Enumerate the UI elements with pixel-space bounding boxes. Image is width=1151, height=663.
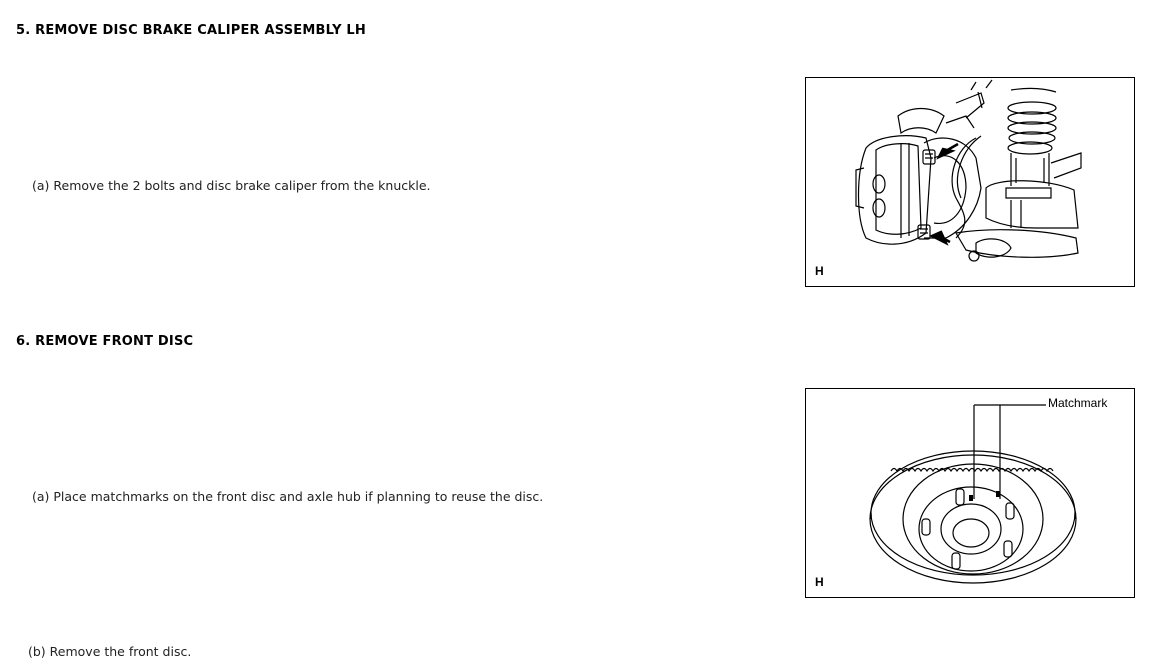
matchmark-hub bbox=[969, 495, 973, 501]
figure-code: H bbox=[815, 575, 824, 589]
caliper-illustration bbox=[805, 77, 1135, 287]
upper-arrow bbox=[939, 144, 958, 157]
section-6-heading: 6. REMOVE FRONT DISC bbox=[16, 334, 194, 349]
figure-code: H bbox=[815, 264, 824, 278]
section-5-step-a: (a) Remove the 2 bolts and disc brake caliper from the knuckle. bbox=[32, 178, 431, 193]
caliper bbox=[856, 109, 944, 245]
front-disc-illustration bbox=[805, 388, 1135, 598]
wheel-studs bbox=[922, 489, 1014, 569]
front-disc-drawing bbox=[806, 389, 1136, 599]
section-6-step-b: (b) Remove the front disc. bbox=[28, 644, 192, 659]
matchmark-callout: Matchmark bbox=[1048, 396, 1108, 410]
caliper-drawing bbox=[806, 78, 1136, 288]
coil-spring bbox=[1008, 88, 1056, 186]
matchmark-leader bbox=[974, 405, 1046, 499]
matchmark-disc bbox=[996, 491, 1000, 497]
section-5-heading: 5. REMOVE DISC BRAKE CALIPER ASSEMBLY LH bbox=[16, 23, 366, 38]
brake-disc bbox=[870, 451, 1076, 583]
section-6-step-a: (a) Place matchmarks on the front disc and axle hub if planning to reuse the disc. bbox=[32, 489, 544, 504]
